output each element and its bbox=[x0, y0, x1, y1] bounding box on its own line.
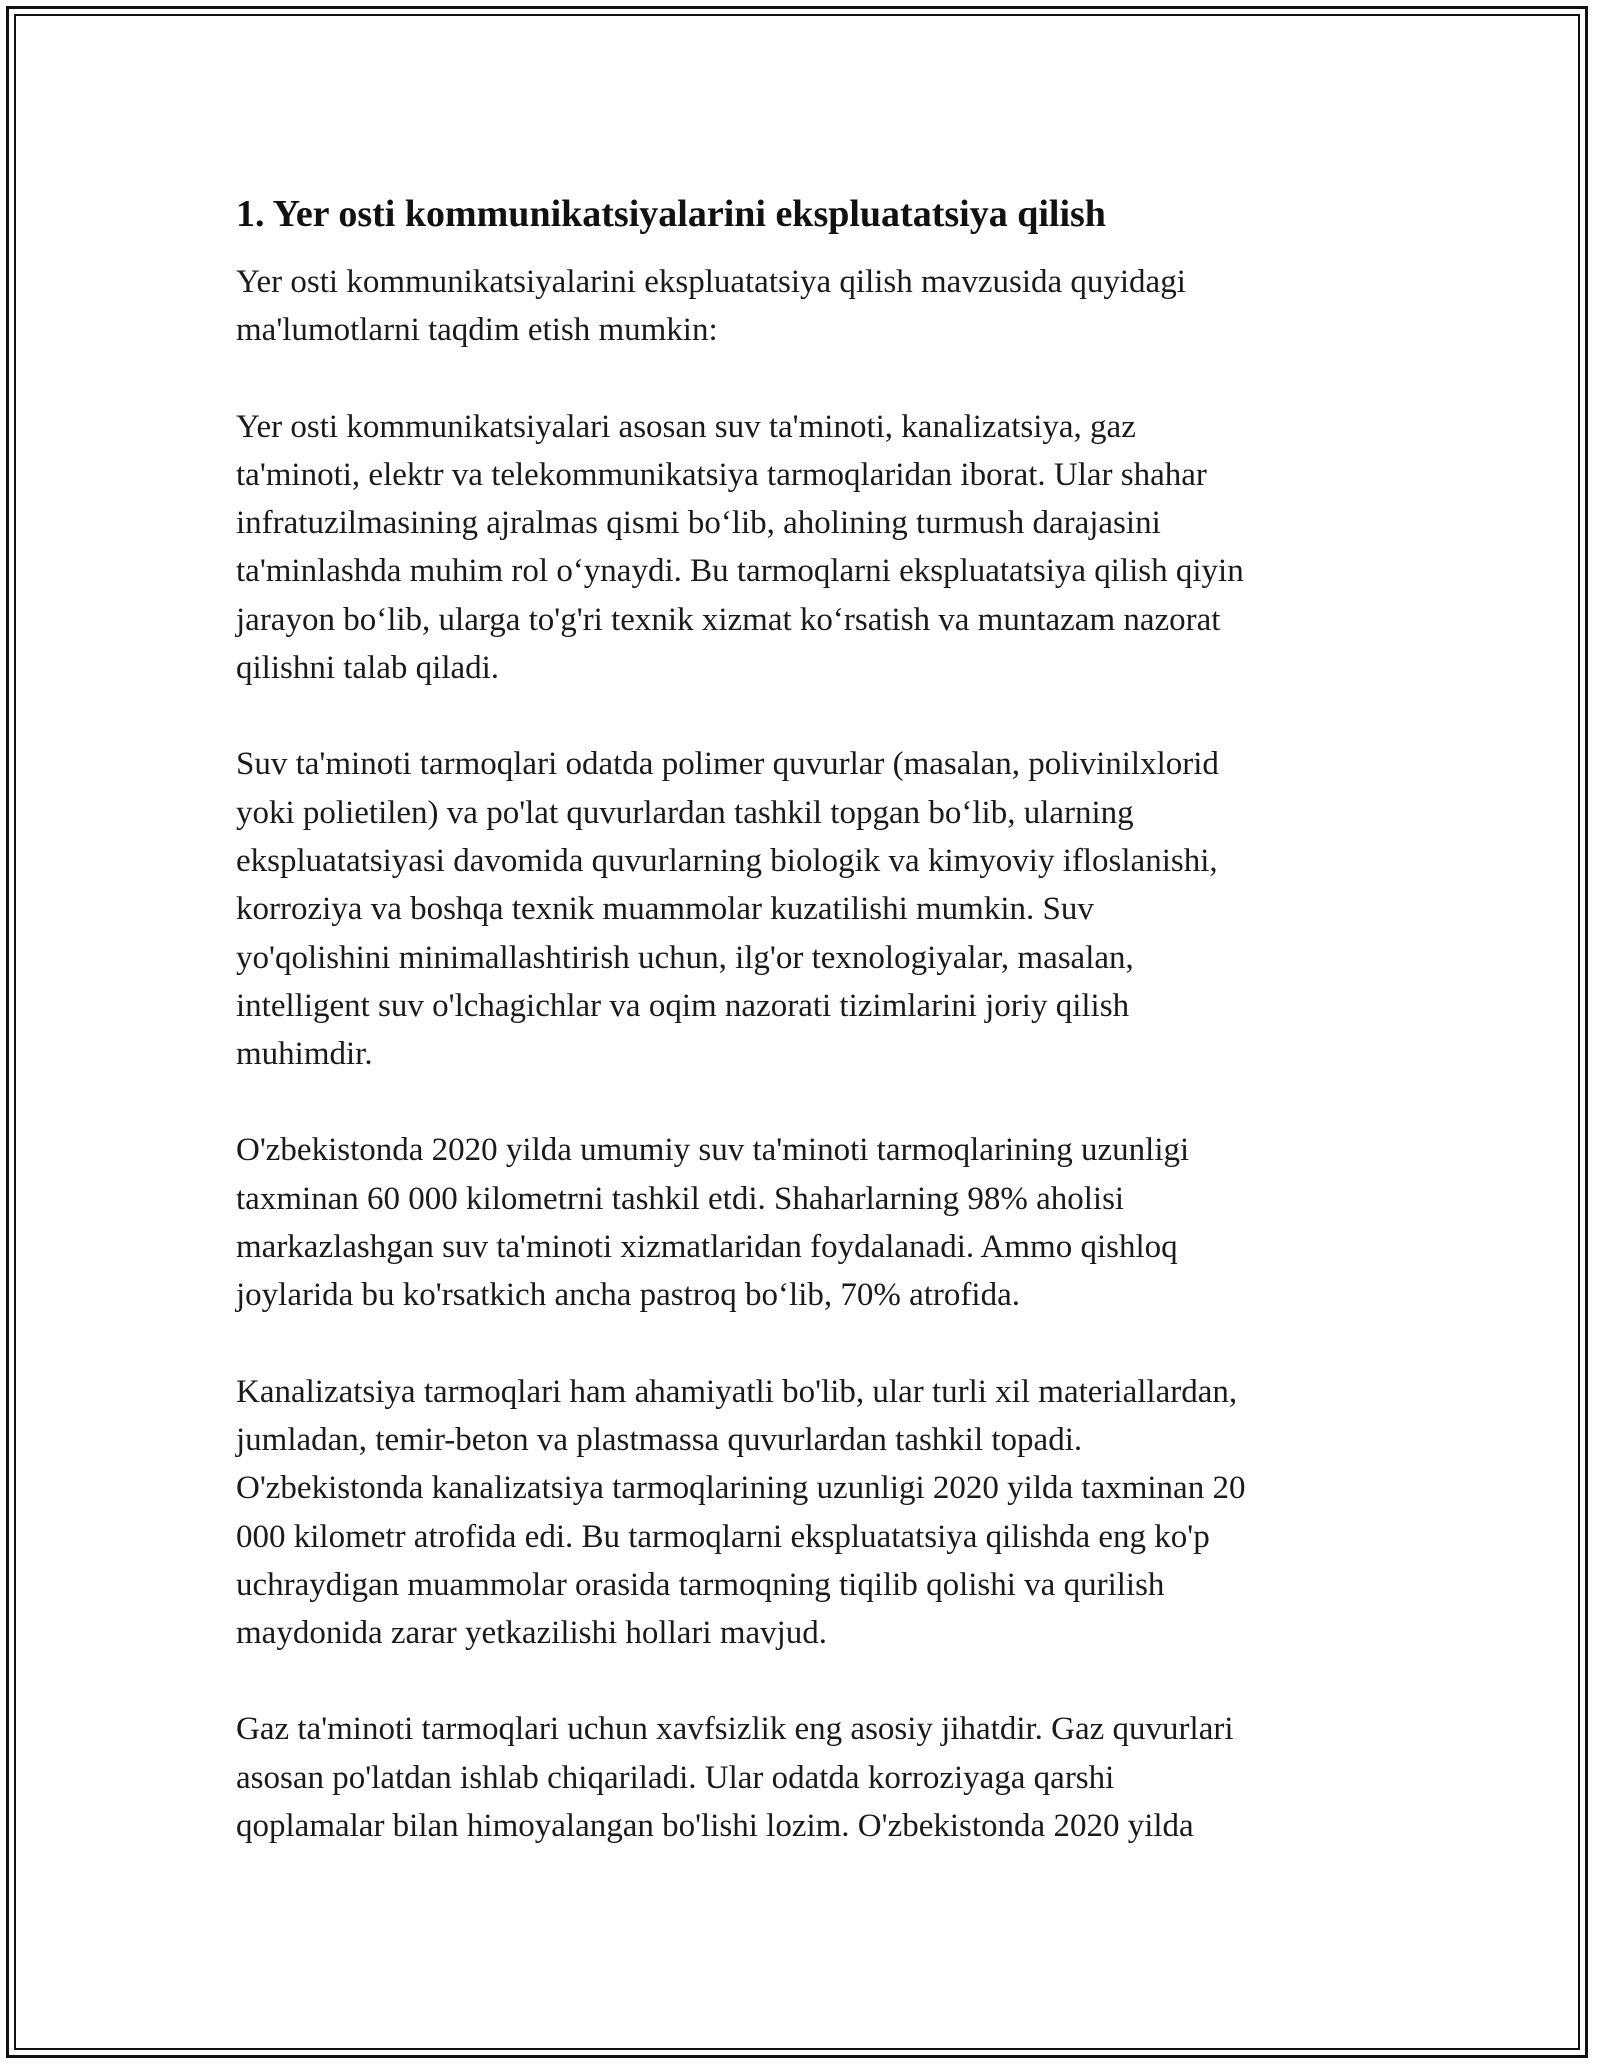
document-body bbox=[236, 188, 1366, 1850]
paragraph-intro: Yer osti kommunikatsiyalarini ekspluatatsiya qilish mavzusida quyidagi ma'lumotlarni taqdim etish mumkin: bbox=[236, 264, 1186, 349]
paragraph-overview: Yer osti kommunikatsiyalari asosan suv ta'minoti, kanalizatsiya, gaz ta'minoti, elektr va telekommunikatsiya tarmoqlaridan iborat. Ular shahar infratuzilmasining ajralmas qismi bo‘lib, aholining turmush darajasini ta'minlashda muhim rol o‘ynaydi. Bu tarmoqlarni ekspluatatsiya qilish qiyin jarayon bo‘lib, ularga to'g'ri texnik xizmat ko‘rsatish va muntazam nazorat qilishni talab qiladi. bbox=[236, 408, 1244, 687]
paragraph-sewerage: Kanalizatsiya tarmoqlari ham ahamiyatli bo'lib, ular turli xil materiallardan, jumladan, temir-beton va plastmassa quvurlardan tashkil topadi. O'zbekistonda kanalizatsiya tarmoqlarining uzunligi 2020 yilda taxminan 20 000 kilometr atrofida edi. Bu tarmoqlarni ekspluatatsiya qilishda eng ko'p uchraydigan muammolar orasida tarmoqning tiqilib qolishi va qurilish maydonida zarar yetkazilishi hollari mavjud. bbox=[236, 1373, 1246, 1652]
paragraph-water-supply: Suv ta'minoti tarmoqlari odatda polimer quvurlar (masalan, polivinilxlorid yoki polietilen) va po'lat quvurlardan tashkil topgan bo‘lib, ularning ekspluatatsiyasi davomida quvurlarning biologik va kimyoviy ifloslanishi, korroziya va boshqa texnik muammolar kuzatilishi mumkin. Suv yo'qolishini minimallashtirish uchun, ilg'or texnologiyalar, masalan, intelligent suv o'lchagichlar va oqim nazorati tizimlarini joriy qilish muhimdir. bbox=[236, 746, 1219, 1073]
document-title: 1. Yer osti kommunikatsiyalarini ekspluatatsiya qilish bbox=[236, 193, 1106, 235]
paragraph-water-statistics: O'zbekistonda 2020 yilda umumiy suv ta'minoti tarmoqlarining uzunligi taxminan 60 000 kilometrni tashkil etdi. Shaharlarning 98% aholisi markazlashgan suv ta'minoti xizmatlaridan foydalanadi. Ammo qishloq joylarida bu ko'rsatkich ancha pastroq bo‘lib, 70% atrofida. bbox=[236, 1132, 1190, 1314]
paragraph-gas-supply: Gaz ta'minoti tarmoqlari uchun xavfsizlik eng asosiy jihatdir. Gaz quvurlari asosan po'latdan ishlab chiqariladi. Ular odatda korroziyaga qarshi qoplamalar bilan himoyalangan bo'lishi lozim. O'zbekistonda 2020 yilda bbox=[236, 1711, 1234, 1845]
